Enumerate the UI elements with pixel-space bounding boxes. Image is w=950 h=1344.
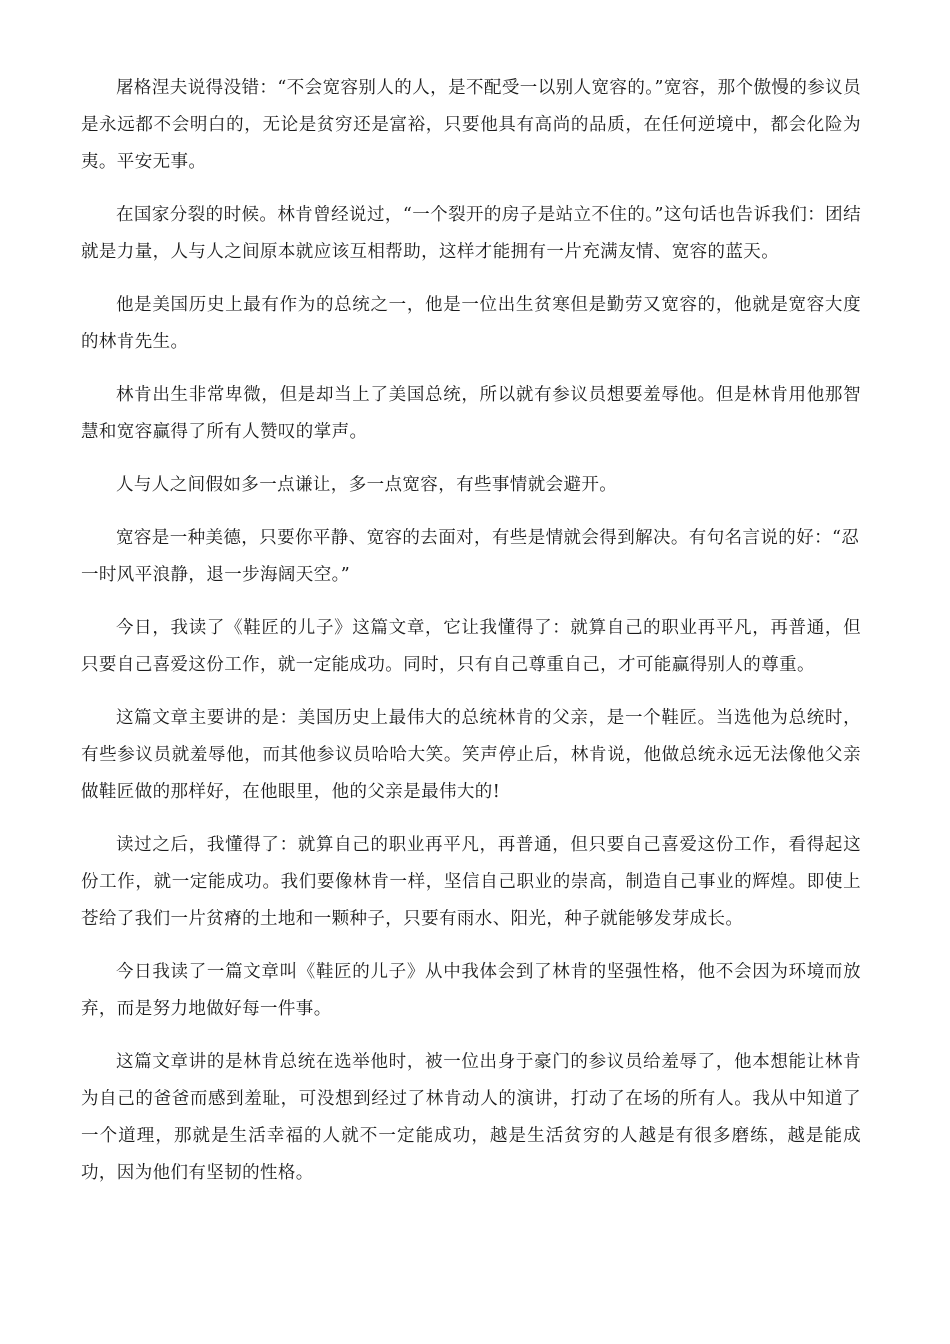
paragraph-3: 他是美国历史上最有作为的总统之一，他是一位出生贫寒但是勤劳又宽容的，他就是宽容大度的林肯先生。 xyxy=(81,295,861,352)
paragraph-9: 读过之后，我懂得了：就算自己的职业再平凡，再普通，但只要自己喜爱这份工作，看得起这份工作，就一定能成功。我们要像林肯一样，坚信自己职业的崇高，制造自己事业的辉煌。即使上苍给了我们一片贫瘠的土地和一颗种子，只要有雨水、阳光，种子就能够发芽成长。 xyxy=(81,835,861,929)
document-page xyxy=(81,70,861,1208)
paragraph-4: 林肯出生非常卑微，但是却当上了美国总统，所以就有参议员想要羞辱他。但是林肯用他那智慧和宽容赢得了所有人赞叹的掌声。 xyxy=(81,385,861,442)
paragraph-10: 今日我读了一篇文章叫《鞋匠的儿子》从中我体会到了林肯的坚强性格，他不会因为环境而放弃，而是努力地做好每一件事。 xyxy=(81,962,861,1019)
paragraph-8: 这篇文章主要讲的是：美国历史上最伟大的总统林肯的父亲，是一个鞋匠。当选他为总统时，有些参议员就羞辱他，而其他参议员哈哈大笑。笑声停止后，林肯说，他做总统永远无法像他父亲做鞋匠做的那样好，在他眼里，他的父亲是最伟大的! xyxy=(81,708,861,802)
paragraph-1: 屠格涅夫说得没错：“不会宽容别人的人，是不配受一以别人宽容的。”宽容，那个傲慢的参议员是永远都不会明白的，无论是贫穷还是富裕，只要他具有高尚的品质，在任何逆境中，都会化险为夷。平安无事。 xyxy=(81,78,861,172)
paragraph-11: 这篇文章讲的是林肯总统在选举他时，被一位出身于豪门的参议员给羞辱了，他本想能让林肯为自己的爸爸而感到羞耻，可没想到经过了林肯动人的演讲，打动了在场的所有人。我从中知道了一个道理，那就是生活幸福的人就不一定能成功，越是生活贫穷的人越是有很多磨练，越是能成功，因为他们有坚韧的性格。 xyxy=(81,1052,861,1183)
paragraph-2: 在国家分裂的时候。林肯曾经说过，“一个裂开的房子是站立不住的。”这句话也告诉我们：团结就是力量，人与人之间原本就应该互相帮助，这样才能拥有一片充满友情、宽容的蓝天。 xyxy=(81,205,861,262)
paragraph-6: 宽容是一种美德，只要你平静、宽容的去面对，有些是情就会得到解决。有句名言说的好：“忍一时风平浪静，退一步海阔天空。” xyxy=(81,528,860,585)
paragraph-7: 今日，我读了《鞋匠的儿子》这篇文章，它让我懂得了：就算自己的职业再平凡，再普通，但只要自己喜爱这份工作，就一定能成功。同时，只有自己尊重自己，才可能赢得别人的尊重。 xyxy=(81,618,861,675)
paragraph-5: 人与人之间假如多一点谦让，多一点宽容，有些事情就会避开。 xyxy=(116,475,618,495)
